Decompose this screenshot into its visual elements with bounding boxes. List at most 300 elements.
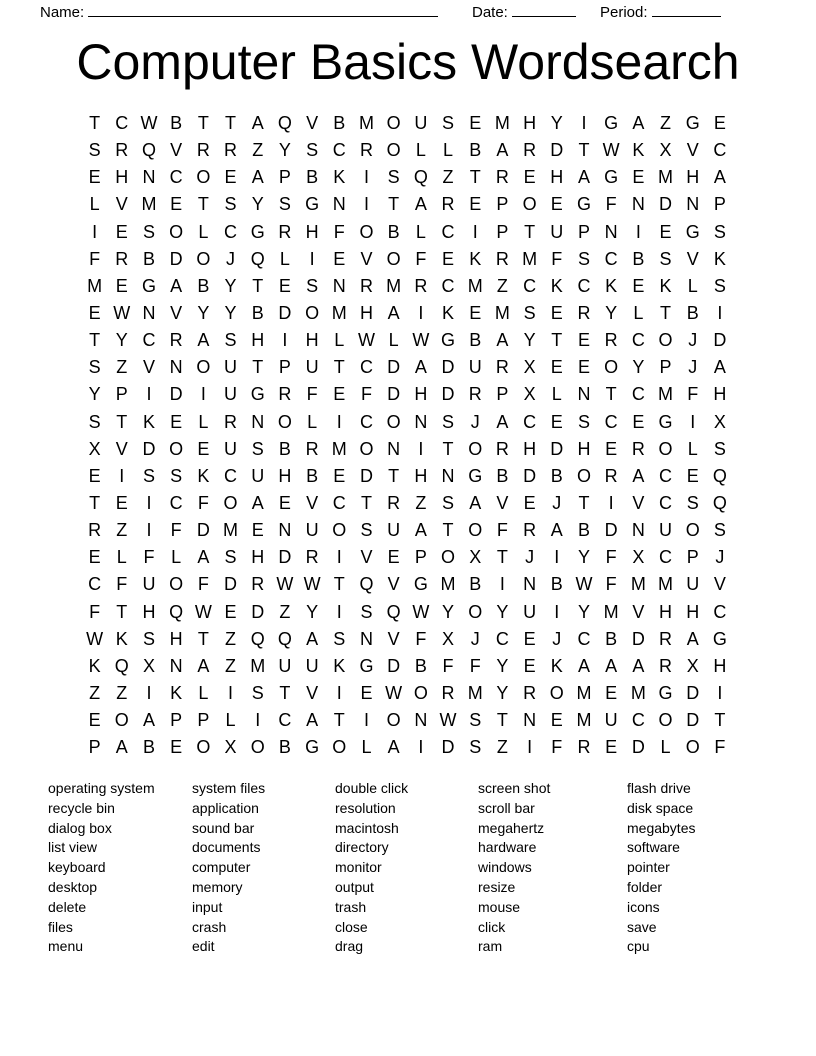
grid-letter: D xyxy=(359,465,373,486)
grid-letter: D xyxy=(142,438,156,459)
word-item: resolution xyxy=(335,799,396,816)
grid-letter: O xyxy=(413,683,428,704)
grid-letter: L xyxy=(687,275,698,296)
grid-letter: G xyxy=(468,465,483,486)
grid-letter: K xyxy=(442,303,455,324)
grid-letter: I xyxy=(363,194,369,215)
grid-letter: C xyxy=(278,710,292,731)
word-item: sound bar xyxy=(192,819,255,836)
grid-letter: H xyxy=(414,465,428,486)
grid-letter: G xyxy=(658,683,673,704)
grid-letter: R xyxy=(414,275,428,296)
grid-letter: B xyxy=(251,303,264,324)
grid-letter: E xyxy=(88,167,101,188)
grid-letter: D xyxy=(441,384,455,405)
grid-letter: S xyxy=(306,275,319,296)
word-item: screen shot xyxy=(478,780,551,796)
grid-letter: E xyxy=(523,493,536,514)
grid-letter: E xyxy=(632,411,645,432)
grid-letter: O xyxy=(196,357,211,378)
grid-letter: F xyxy=(551,248,563,269)
word-item: software xyxy=(627,839,680,856)
grid-letter: V xyxy=(142,357,155,378)
word-item: delete xyxy=(48,898,87,915)
grid-letter: A xyxy=(170,275,183,296)
grid-letter: U xyxy=(523,601,537,622)
grid-letter: E xyxy=(170,737,183,758)
grid-letter: R xyxy=(115,248,129,269)
grid-letter: E xyxy=(577,357,590,378)
grid-letter: U xyxy=(387,520,401,541)
grid-letter: P xyxy=(170,710,183,731)
grid-letter: C xyxy=(169,493,183,514)
grid-letter: S xyxy=(224,194,237,215)
grid-letter: H xyxy=(550,167,564,188)
grid-letter: M xyxy=(467,275,483,296)
grid-letter: V xyxy=(170,303,183,324)
grid-letter: T xyxy=(333,574,345,595)
grid-letter: H xyxy=(713,655,727,676)
grid-letter: N xyxy=(332,194,346,215)
word-item: click xyxy=(478,918,506,935)
grid-letter: C xyxy=(169,167,183,188)
grid-letter: Z xyxy=(496,737,508,758)
grid-letter: O xyxy=(332,520,347,541)
grid-letter: U xyxy=(305,655,319,676)
grid-letter: X xyxy=(224,737,237,758)
grid-letter: V xyxy=(713,574,726,595)
grid-letter: R xyxy=(305,547,319,568)
grid-letter: O xyxy=(658,710,673,731)
grid-letter: V xyxy=(115,194,128,215)
grid-letter: C xyxy=(713,601,727,622)
grid-letter: J xyxy=(552,628,562,649)
page-title: Computer Basics Wordsearch xyxy=(76,34,740,90)
word-item: memory xyxy=(192,878,243,895)
grid-letter: I xyxy=(472,221,478,242)
grid-letter: U xyxy=(305,357,319,378)
grid-letter: B xyxy=(550,574,563,595)
grid-letter: M xyxy=(331,303,347,324)
grid-letter: N xyxy=(169,655,183,676)
grid-letter: O xyxy=(468,438,483,459)
grid-letter: A xyxy=(197,330,210,351)
grid-letter: K xyxy=(659,275,672,296)
word-item: input xyxy=(192,898,223,915)
grid-letter: R xyxy=(495,167,509,188)
grid-letter: D xyxy=(251,601,265,622)
grid-letter: J xyxy=(226,248,236,269)
grid-letter: P xyxy=(496,194,509,215)
grid-letter: O xyxy=(223,493,238,514)
grid-letter: B xyxy=(278,737,291,758)
grid-letter: H xyxy=(713,384,727,405)
grid-letter: O xyxy=(386,411,401,432)
grid-letter: U xyxy=(550,221,564,242)
grid-letter: S xyxy=(713,438,726,459)
grid-letter: E xyxy=(469,303,482,324)
grid-letter: F xyxy=(714,737,726,758)
grid-letter: M xyxy=(331,438,347,459)
grid-letter: C xyxy=(604,248,618,269)
grid-letter: U xyxy=(251,465,265,486)
grid-letter: F xyxy=(605,547,617,568)
grid-letter: Q xyxy=(277,628,292,649)
grid-letter: Y xyxy=(251,194,264,215)
grid-letter: R xyxy=(224,411,238,432)
grid-letter: A xyxy=(550,520,563,541)
grid-letter: V xyxy=(306,683,319,704)
grid-letter: E xyxy=(577,330,590,351)
grid-letter: A xyxy=(713,357,726,378)
grid-letter: C xyxy=(631,384,645,405)
grid-letter: E xyxy=(88,710,101,731)
grid-letter: C xyxy=(142,330,156,351)
grid-letter: U xyxy=(305,520,319,541)
grid-letter: H xyxy=(251,330,265,351)
grid-letter: O xyxy=(685,737,700,758)
grid-letter: A xyxy=(496,140,509,161)
grid-letter: R xyxy=(115,140,129,161)
period-label: Period: xyxy=(600,4,648,21)
grid-letter: M xyxy=(141,194,157,215)
grid-letter: U xyxy=(604,710,618,731)
grid-letter: B xyxy=(333,113,346,134)
grid-letter: U xyxy=(224,357,238,378)
grid-letter: N xyxy=(414,411,428,432)
grid-letter: Z xyxy=(252,140,264,161)
grid-letter: D xyxy=(387,384,401,405)
grid-letter: O xyxy=(169,221,184,242)
grid-letter: S xyxy=(88,411,101,432)
grid-letter: A xyxy=(115,737,128,758)
grid-letter: U xyxy=(224,384,238,405)
grid-letter: E xyxy=(469,113,482,134)
grid-letter: Q xyxy=(359,574,374,595)
grid-letter: U xyxy=(278,655,292,676)
grid-letter: B xyxy=(142,248,155,269)
grid-letter: X xyxy=(659,140,672,161)
grid-letter: E xyxy=(224,601,237,622)
grid-letter: G xyxy=(305,737,320,758)
grid-letter: N xyxy=(686,194,700,215)
grid-letter: B xyxy=(142,737,155,758)
grid-letter: Q xyxy=(141,140,156,161)
grid-letter: D xyxy=(441,357,455,378)
grid-letter: D xyxy=(550,438,564,459)
grid-letter: J xyxy=(688,330,698,351)
grid-letter: N xyxy=(523,710,537,731)
grid-letter: K xyxy=(333,167,346,188)
grid-letter: I xyxy=(146,384,152,405)
grid-letter: V xyxy=(306,113,319,134)
grid-letter: E xyxy=(88,547,101,568)
grid-letter: B xyxy=(686,303,699,324)
grid-letter: E xyxy=(360,683,373,704)
grid-letter: T xyxy=(279,683,291,704)
grid-letter: B xyxy=(306,167,319,188)
grid-letter: K xyxy=(197,465,210,486)
word-item: desktop xyxy=(48,878,98,895)
grid-letter: O xyxy=(359,438,374,459)
grid-letter: M xyxy=(494,303,510,324)
grid-letter: C xyxy=(659,493,673,514)
grid-letter: A xyxy=(577,167,590,188)
grid-letter: T xyxy=(116,601,128,622)
grid-letter: E xyxy=(469,194,482,215)
grid-letter: T xyxy=(578,493,590,514)
date-label: Date: xyxy=(472,4,508,21)
grid-letter: G xyxy=(576,194,591,215)
grid-letter: F xyxy=(116,574,128,595)
grid-letter: T xyxy=(660,303,672,324)
grid-letter: A xyxy=(605,655,618,676)
grid-letter: T xyxy=(116,411,128,432)
grid-letter: V xyxy=(632,493,645,514)
grid-letter: S xyxy=(88,140,101,161)
grid-letter: U xyxy=(414,113,428,134)
grid-letter: F xyxy=(89,248,101,269)
grid-letter: L xyxy=(171,547,182,568)
grid-letter: W xyxy=(575,574,593,595)
period-blank-line xyxy=(652,1,721,17)
word-item: scroll bar xyxy=(478,799,535,816)
grid-letter: L xyxy=(443,140,454,161)
date-blank-line xyxy=(512,1,576,17)
grid-letter: T xyxy=(360,493,372,514)
grid-letter: F xyxy=(687,384,699,405)
grid-letter: A xyxy=(306,710,319,731)
grid-letter: K xyxy=(170,683,183,704)
grid-letter: M xyxy=(467,683,483,704)
grid-letter: Q xyxy=(712,493,727,514)
grid-letter: C xyxy=(224,465,238,486)
grid-letter: E xyxy=(605,737,618,758)
grid-letter: C xyxy=(332,493,346,514)
grid-letter: N xyxy=(577,384,591,405)
grid-letter: S xyxy=(577,248,590,269)
word-item: ram xyxy=(478,938,503,955)
grid-letter: R xyxy=(659,655,673,676)
grid-letter: I xyxy=(146,493,152,514)
grid-letter: T xyxy=(714,710,726,731)
grid-letter: T xyxy=(197,628,209,649)
grid-letter: Y xyxy=(442,601,455,622)
grid-letter: X xyxy=(142,655,155,676)
grid-letter: S xyxy=(442,113,455,134)
grid-letter: E xyxy=(523,628,536,649)
grid-letter: L xyxy=(415,140,426,161)
grid-letter: Y xyxy=(224,303,237,324)
grid-letter: I xyxy=(418,438,424,459)
grid-letter: O xyxy=(169,438,184,459)
grid-letter: O xyxy=(441,547,456,568)
grid-letter: S xyxy=(523,303,536,324)
word-item: monitor xyxy=(335,859,382,876)
grid-letter: C xyxy=(577,275,591,296)
grid-letter: N xyxy=(523,574,537,595)
grid-letter: S xyxy=(469,710,482,731)
grid-letter: C xyxy=(659,547,673,568)
grid-letter: E xyxy=(115,493,128,514)
grid-letter: S xyxy=(224,547,237,568)
grid-letter: V xyxy=(387,574,400,595)
grid-letter: E xyxy=(251,520,264,541)
grid-letter: X xyxy=(523,357,536,378)
grid-letter: M xyxy=(658,167,674,188)
word-item: operating system xyxy=(48,780,155,796)
grid-letter: A xyxy=(632,655,645,676)
grid-letter: Y xyxy=(632,357,645,378)
grid-letter: Y xyxy=(577,601,590,622)
grid-letter: B xyxy=(469,574,482,595)
word-item: keyboard xyxy=(48,859,106,876)
grid-letter: B xyxy=(414,655,427,676)
grid-letter: K xyxy=(605,275,618,296)
grid-letter: Z xyxy=(415,493,427,514)
grid-letter: J xyxy=(525,547,535,568)
grid-letter: D xyxy=(631,628,645,649)
grid-letter: B xyxy=(605,628,618,649)
grid-letter: Q xyxy=(712,465,727,486)
grid-letter: Z xyxy=(225,628,237,649)
grid-letter: S xyxy=(360,601,373,622)
wordsearch-grid xyxy=(81,110,734,761)
grid-letter: J xyxy=(552,493,562,514)
grid-letter: N xyxy=(359,628,373,649)
grid-letter: C xyxy=(495,628,509,649)
grid-letter: X xyxy=(469,547,482,568)
grid-letter: E xyxy=(115,221,128,242)
grid-letter: D xyxy=(550,140,564,161)
word-bank xyxy=(48,779,777,957)
grid-letter: G xyxy=(712,628,727,649)
grid-letter: N xyxy=(332,275,346,296)
grid-letter: A xyxy=(387,737,400,758)
grid-letter: E xyxy=(550,303,563,324)
grid-letter: Y xyxy=(88,384,101,405)
grid-letter: P xyxy=(496,221,509,242)
grid-letter: R xyxy=(169,330,183,351)
grid-letter: H xyxy=(115,167,129,188)
grid-letter: I xyxy=(608,493,614,514)
grid-letter: C xyxy=(441,221,455,242)
grid-letter: A xyxy=(251,167,264,188)
word-item: recycle bin xyxy=(48,799,115,816)
grid-letter: P xyxy=(659,357,672,378)
grid-letter: M xyxy=(386,275,402,296)
grid-letter: F xyxy=(605,194,617,215)
grid-letter: P xyxy=(577,221,590,242)
grid-letter: T xyxy=(89,493,101,514)
grid-letter: B xyxy=(278,438,291,459)
grid-letter: I xyxy=(92,221,98,242)
grid-letter: A xyxy=(306,628,319,649)
grid-letter: F xyxy=(197,574,209,595)
grid-letter: T xyxy=(388,194,400,215)
grid-letter: Y xyxy=(550,113,563,134)
grid-letter: Y xyxy=(197,303,210,324)
grid-letter: D xyxy=(713,330,727,351)
grid-letter: I xyxy=(146,520,152,541)
grid-letter: W xyxy=(113,303,131,324)
grid-letter: N xyxy=(142,167,156,188)
word-item: application xyxy=(192,799,259,816)
grid-letter: R xyxy=(278,221,292,242)
grid-letter: Z xyxy=(442,167,454,188)
grid-letter: W xyxy=(439,710,457,731)
grid-letter: W xyxy=(276,574,294,595)
grid-letter: V xyxy=(686,248,699,269)
grid-letter: A xyxy=(496,411,509,432)
word-item: list view xyxy=(48,839,98,856)
grid-letter: I xyxy=(499,574,505,595)
grid-letter: A xyxy=(414,357,427,378)
grid-letter: V xyxy=(360,547,373,568)
grid-letter: I xyxy=(418,303,424,324)
grid-letter: B xyxy=(387,221,400,242)
grid-letter: W xyxy=(412,330,430,351)
grid-letter: U xyxy=(142,574,156,595)
grid-letter: M xyxy=(223,520,239,541)
grid-letter: X xyxy=(713,411,726,432)
grid-letter: P xyxy=(414,547,427,568)
grid-letter: S xyxy=(142,465,155,486)
grid-letter: D xyxy=(686,710,700,731)
grid-letter: E xyxy=(550,411,563,432)
grid-letter: R xyxy=(387,493,401,514)
grid-letter: Y xyxy=(306,601,319,622)
grid-letter: Q xyxy=(413,167,428,188)
grid-letter: G xyxy=(250,221,265,242)
word-item: mouse xyxy=(478,898,521,915)
grid-letter: T xyxy=(197,113,209,134)
grid-letter: N xyxy=(604,221,618,242)
grid-letter: H xyxy=(305,330,319,351)
grid-letter: C xyxy=(332,140,346,161)
grid-letter: D xyxy=(278,303,292,324)
grid-letter: T xyxy=(496,547,508,568)
grid-letter: E xyxy=(170,411,183,432)
grid-letter: A xyxy=(632,113,645,134)
grid-letter: A xyxy=(496,330,509,351)
grid-letter: P xyxy=(278,167,291,188)
grid-letter: H xyxy=(142,601,156,622)
grid-letter: B xyxy=(496,465,509,486)
grid-letter: D xyxy=(523,465,537,486)
grid-letter: K xyxy=(115,628,128,649)
grid-letter: A xyxy=(142,710,155,731)
word-item: megabytes xyxy=(627,819,696,836)
grid-letter: E xyxy=(333,248,346,269)
grid-letter: W xyxy=(194,601,212,622)
grid-letter: O xyxy=(196,167,211,188)
grid-letter: E xyxy=(523,655,536,676)
word-list-column xyxy=(335,779,478,957)
grid-letter: G xyxy=(413,574,428,595)
word-item: icons xyxy=(627,898,660,915)
grid-letter: S xyxy=(306,140,319,161)
grid-letter: E xyxy=(686,465,699,486)
grid-letter: Z xyxy=(116,357,128,378)
grid-letter: B xyxy=(170,113,183,134)
grid-letter: C xyxy=(523,275,537,296)
grid-letter: P xyxy=(115,384,128,405)
grid-letter: G xyxy=(685,113,700,134)
grid-letter: L xyxy=(334,330,345,351)
grid-letter: H xyxy=(577,438,591,459)
grid-letter: K xyxy=(550,655,563,676)
